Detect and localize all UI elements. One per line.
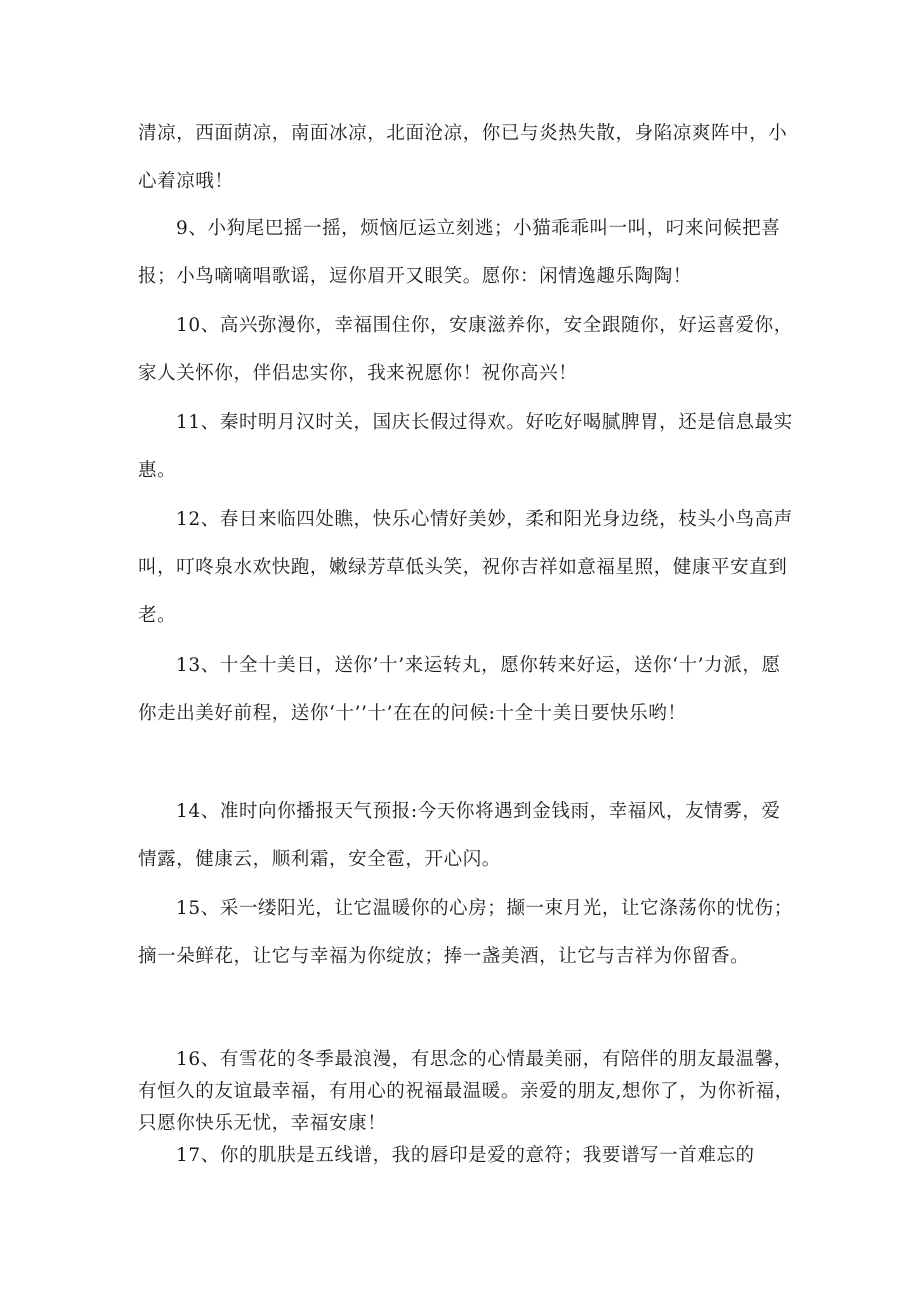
- paragraph-13: 13、十全十美日，送你’十’来运转丸，愿你转来好运，送你‘十’力派，愿你走出美好前程，送你‘十’’十’在在的问候:十全十美日要快乐哟！: [138, 655, 781, 724]
- paragraph-11: 11、秦时明月汉时关，国庆长假过得欢。好吃好喝腻脾胃，还是信息最实惠。: [138, 412, 793, 481]
- paragraph-9: 9、小狗尾巴摇一摇，烦恼厄运立刻逃；小猫乖乖叫一叫，叼来问候把喜报；小鸟嘀嘀唱歌谣，逗你眉开又眼笑。愿你：闲情逸趣乐陶陶！: [138, 218, 781, 287]
- paragraph-16: 16、有雪花的冬季最浪漫，有思念的心情最美丽，有陪伴的朋友最温馨，有恒久的友谊最幸福，有用心的祝福最温暖。亲爱的朋友,想你了，为你祈福，只愿你快乐无忧，幸福安康！: [138, 1049, 794, 1134]
- paragraph-15: 15、采一缕阳光，让它温暖你的心房；撷一束月光，让它涤荡你的忧伤；摘一朵鲜花，让它与幸福为你绽放；捧一盏美酒，让它与吉祥为你留香。: [138, 898, 793, 967]
- paragraph-8-continued: 清凉，西面荫凉，南面冰凉，北面沧凉，你已与炎热失散，身陷凉爽阵中，小心着凉哦！: [138, 123, 788, 192]
- paragraph-12: 12、春日来临四处瞧，快乐心情好美妙，柔和阳光身边绕，枝头小鸟高声叫，叮咚泉水欢快跑，嫩绿芳草低头笑，祝你吉祥如意福星照，健康平安直到老。: [138, 509, 793, 626]
- paragraph-17: 17、你的肌肤是五线谱，我的唇印是爱的意符；我要谱写一首难忘的: [176, 1145, 755, 1166]
- paragraph-10: 10、高兴弥漫你，幸福围住你，安康滋养你，安全跟随你，好运喜爱你，家人关怀你，伴侣忠实你，我来祝愿你！祝你高兴！: [138, 315, 793, 384]
- paragraph-14: 14、准时向你播报天气预报:今天你将遇到金钱雨，幸福风，友情雾，爱情露，健康云，顺利霜，安全雹，开心闪。: [138, 801, 781, 870]
